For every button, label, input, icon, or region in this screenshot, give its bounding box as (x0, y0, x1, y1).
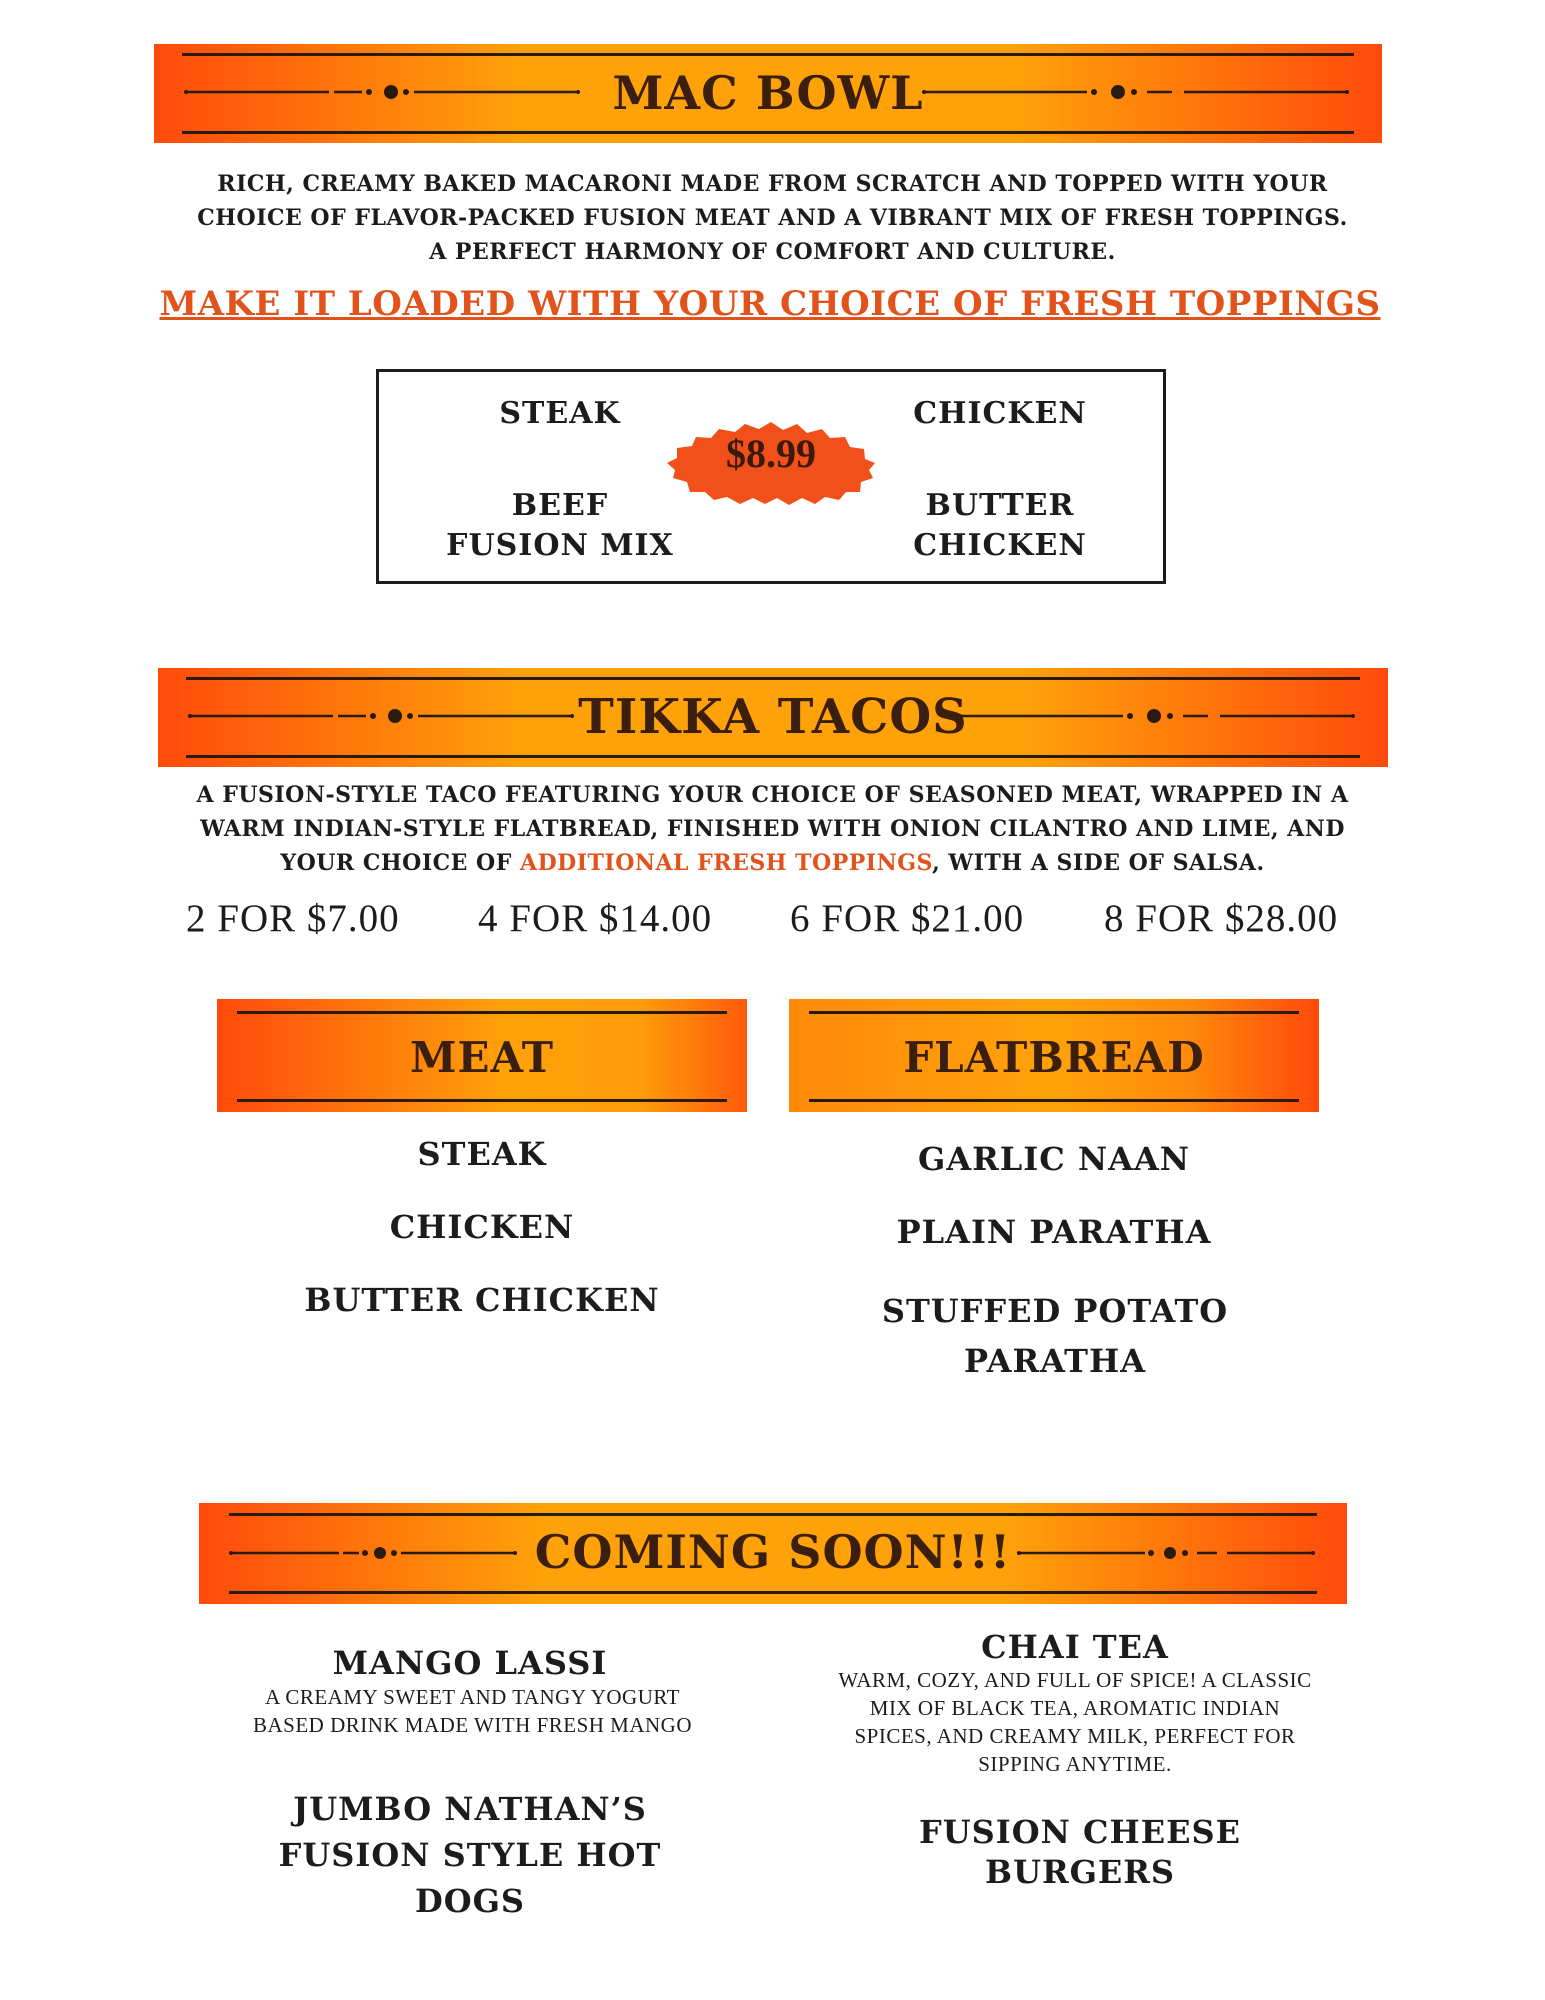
description-text: A FUSION-STYLE TACO FEATURING YOUR CHOICE OF SEASONED MEAT, WRAPPED IN A WARM INDIAN-STYLE FLATBREAD, FINISHED WITH ONION CILANTRO AND LIME, AND YOUR CHOICE OF (196, 782, 1349, 876)
mac-bowl-price: $8.99 (726, 431, 816, 476)
option-steak: STEAK (499, 396, 621, 431)
mango-lassi-description: A CREAMY SWEET AND TANGY YOGURT BASED DRINK MADE WITH FRESH MANGO (252, 1685, 693, 1737)
additional-toppings-link[interactable]: ADDITIONAL FRESH TOPPINGS (520, 850, 933, 876)
price-6-tacos: 6 FOR $21.00 (790, 897, 1025, 940)
flatbread-item-garlic-naan: GARLIC NAAN (918, 1140, 1190, 1178)
mac-bowl-description: RICH, CREAMY BAKED MACARONI MADE FROM SCRATCH AND TOPPED WITH YOUR CHOICE OF FLAVOR-PACKED FUSION MEAT AND A VIBRANT MIX OF FRESH TOPPINGS. A PERFECT HARMONY OF COMFORT AND CULTURE. (197, 171, 1348, 265)
flatbread-item-plain-paratha: PLAIN PARATHA (896, 1213, 1212, 1251)
option-beef-fusion-mix: BEEF FUSION MIX (446, 488, 674, 563)
chai-tea-name: CHAI TEA (981, 1628, 1169, 1666)
coming-soon-title: COMING SOON!!! (534, 1525, 1012, 1579)
mac-bowl-title: MAC BOWL (612, 66, 924, 120)
banner-rule-top (186, 677, 1360, 680)
chai-tea-description: WARM, COZY, AND FULL OF SPICE! A CLASSIC MIX OF BLACK TEA, AROMATIC INDIAN SPICES, AND CREAMY MILK, PERFECT FOR SIPPING ANYTIME. (838, 1668, 1312, 1776)
cheese-burgers-name: FUSION CHEESE BURGERS (919, 1813, 1241, 1891)
flatbread-item-stuffed-potato-paratha: STUFFED POTATO PARATHA (881, 1292, 1229, 1380)
description-text-end: , WITH A SIDE OF SALSA. (932, 850, 1265, 876)
meat-item-chicken: CHICKEN (389, 1208, 575, 1246)
banner-rule-bottom (182, 131, 1354, 134)
banner-rule-top (237, 1011, 727, 1014)
coming-soon-banner (199, 1503, 1347, 1604)
banner-rule-bottom (237, 1099, 727, 1102)
banner-rule-top (809, 1011, 1299, 1014)
price-8-tacos: 8 FOR $28.00 (1104, 897, 1339, 940)
tikka-tacos-banner (158, 668, 1388, 767)
option-butter-chicken: BUTTER CHICKEN (913, 488, 1087, 563)
flatbread-title: FLATBREAD (903, 1033, 1205, 1082)
option-chicken: CHICKEN (913, 396, 1087, 431)
meat-title: MEAT (409, 1033, 555, 1082)
toppings-link[interactable]: MAKE IT LOADED WITH YOUR CHOICE OF FRESH TOPPINGS (159, 284, 1381, 324)
price-4-tacos: 4 FOR $14.00 (478, 897, 713, 940)
price-2-tacos: 2 FOR $7.00 (186, 897, 400, 940)
hot-dogs-name: JUMBO NATHAN’S FUSION STYLE HOT DOGS (278, 1790, 662, 1920)
mango-lassi-name: MANGO LASSI (332, 1644, 608, 1682)
meat-banner (217, 999, 747, 1112)
banner-rule-top (182, 53, 1354, 56)
meat-item-steak: STEAK (417, 1135, 547, 1173)
flatbread-banner (789, 999, 1319, 1112)
banner-rule-bottom (229, 1591, 1317, 1594)
tikka-tacos-description (180, 778, 1365, 880)
banner-rule-bottom (186, 755, 1360, 758)
banner-rule-bottom (809, 1099, 1299, 1102)
banner-rule-top (229, 1513, 1317, 1516)
meat-item-butter-chicken: BUTTER CHICKEN (304, 1281, 660, 1319)
mac-bowl-banner (154, 44, 1382, 143)
tikka-tacos-title: TIKKA TACOS (578, 689, 968, 745)
